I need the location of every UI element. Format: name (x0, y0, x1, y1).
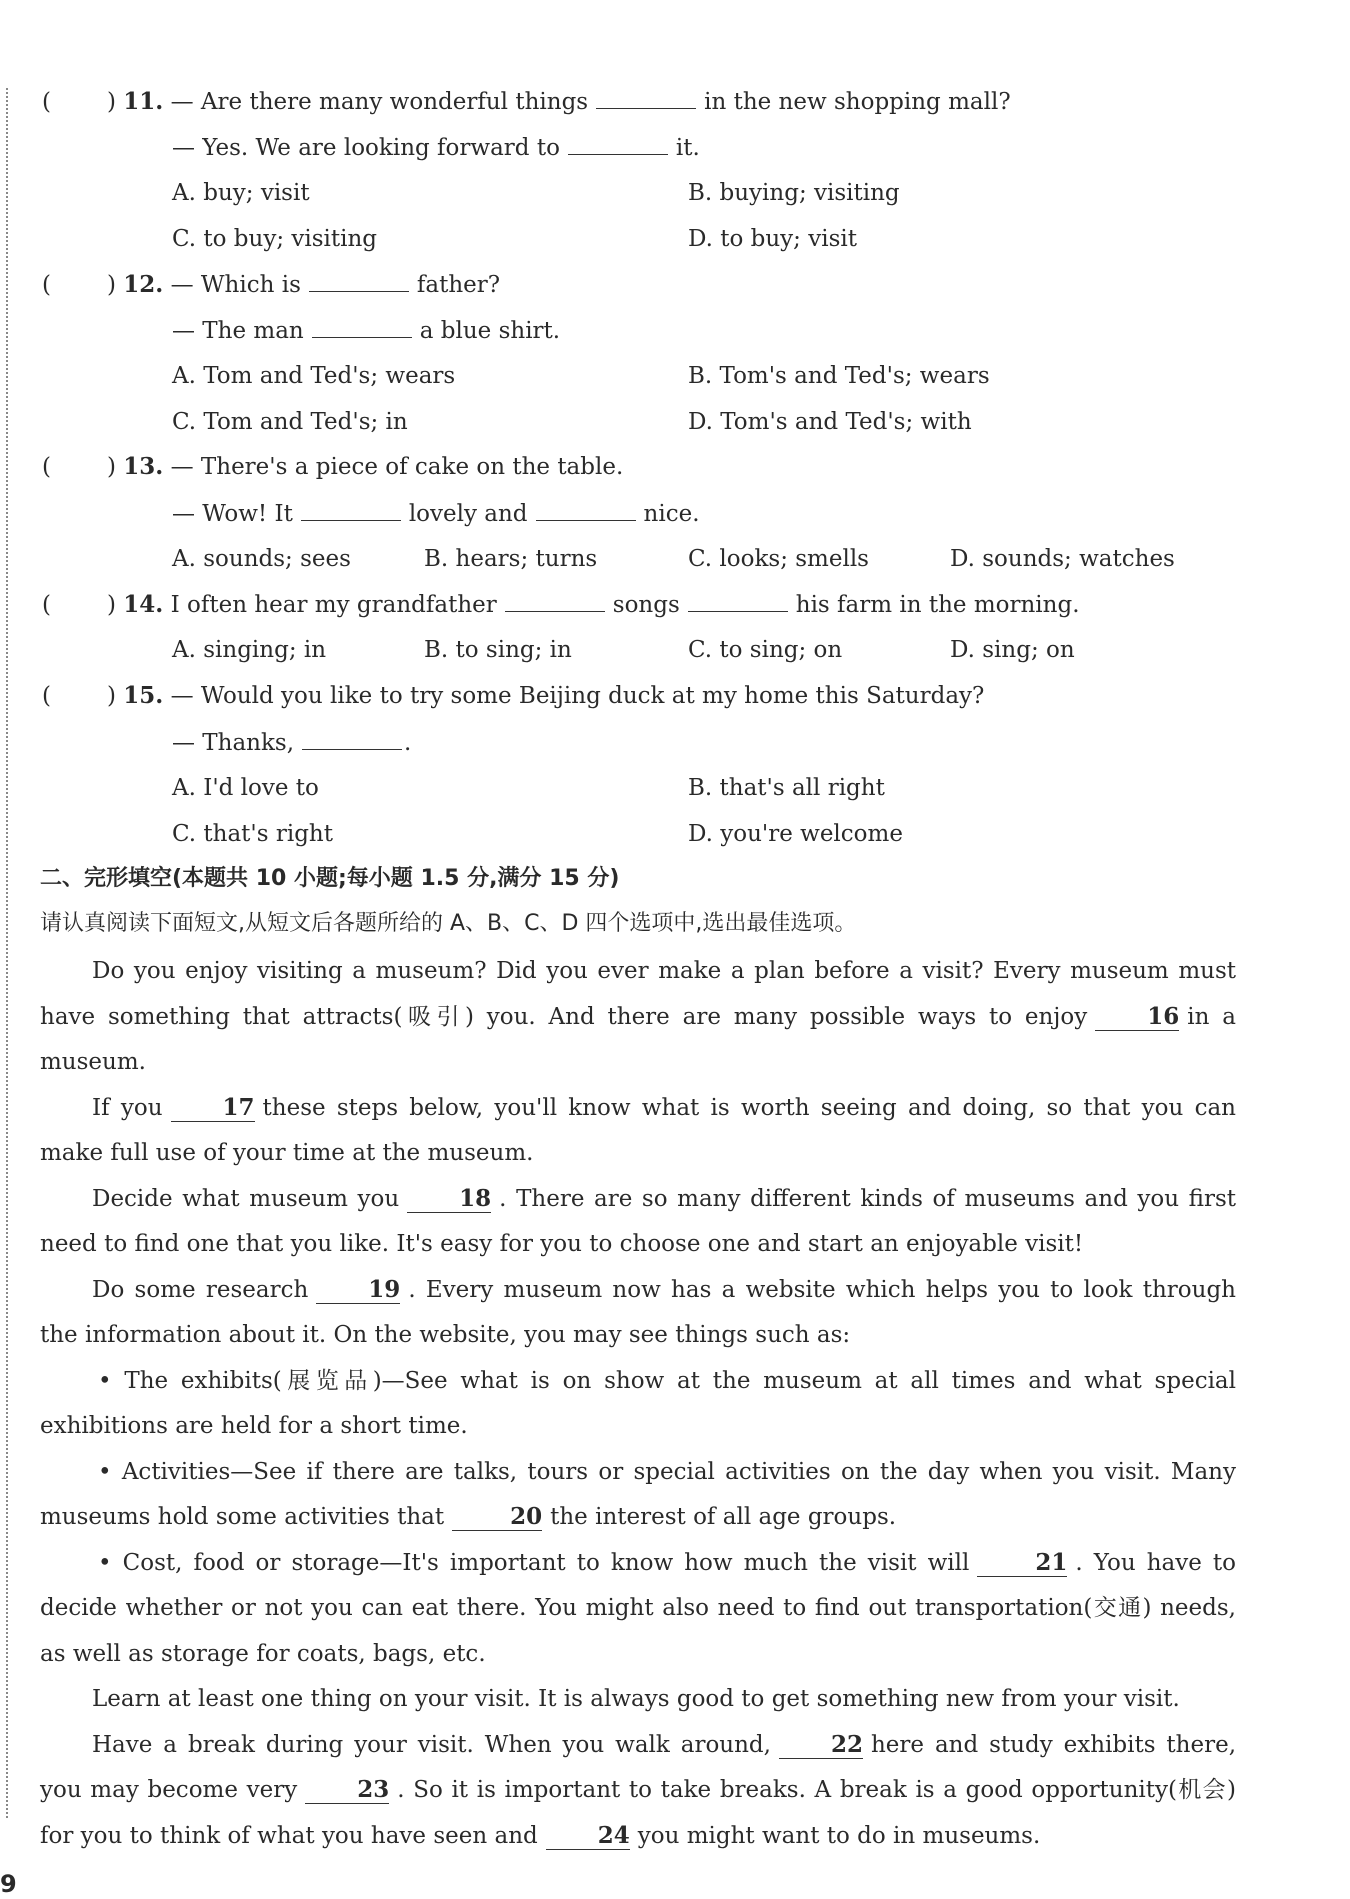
option-c[interactable]: C. to sing; on (688, 637, 843, 663)
question-number: 11. (123, 88, 164, 115)
answer-blank[interactable] (312, 315, 412, 338)
option-c[interactable]: C. Tom and Ted's; in (172, 409, 408, 435)
question-12-line-2: — The man a blue shirt. (172, 315, 560, 346)
option-a[interactable]: A. Tom and Ted's; wears (172, 363, 456, 389)
question-13-line-1: ( ) 13. — There's a piece of cake on the table. (42, 453, 624, 480)
cloze-blank-20[interactable]: 20 (452, 1504, 542, 1531)
option-c[interactable]: C. that's right (172, 821, 333, 847)
question-15-line-1: ( ) 15. — Would you like to try some Beijing duck at my home this Saturday? (42, 682, 985, 709)
answer-blank[interactable] (302, 727, 402, 750)
paragraph-4: Do some research 19 . Every museum now has a website which helps you to look through the information about it. On the website, you may see things such as: (40, 1275, 1236, 1348)
answer-blank[interactable] (568, 132, 668, 155)
question-15-line-2: — Thanks, . (172, 727, 411, 758)
option-b[interactable]: B. hears; turns (424, 546, 598, 572)
question-number: 15. (123, 682, 164, 709)
binding-margin-line (6, 88, 8, 1818)
answer-blank[interactable] (309, 269, 409, 292)
question-13-line-2: — Wow! It lovely and nice. (172, 498, 700, 529)
section-instruction: 请认真阅读下面短文,从短文后各题所给的 A、B、C、D 四个选项中,选出最佳选项。 (40, 911, 857, 936)
question-number: 14. (123, 591, 164, 618)
option-d[interactable]: D. Tom's and Ted's; with (688, 409, 972, 435)
paragraph-break: Have a break during your visit. When you walk around, 22 here and study exhibits there, you may become very 23 . So it is important to take breaks. A break is a good opportunity(机会) for you to think of what you have seen and 24 you might want to do in museums. (40, 1730, 1237, 1849)
section-title: 二、完形填空(本题共 10 小题;每小题 1.5 分,满分 15 分) (40, 866, 620, 891)
option-a[interactable]: A. sounds; sees (172, 546, 351, 572)
paragraph-1: Do you enjoy visiting a museum? Did you ever make a plan before a visit? Every museum must have something that attracts(吸引) you. And there are many possible ways to enjoy 16 in a museum. (40, 958, 1236, 1075)
answer-blank[interactable] (596, 86, 696, 109)
paragraph-3: Decide what museum you 18 . There are so many different kinds of museums and you first need to find one that you like. It's easy for you to choose one and start an enjoyable visit! (40, 1184, 1236, 1257)
option-c[interactable]: C. looks; smells (688, 546, 869, 572)
paragraph-2: If you 17 these steps below, you'll know what is worth seeing and doing, so that you can make full use of your time at the museum. (40, 1093, 1236, 1166)
question-14-line-1: ( ) 14. I often hear my grandfather songs his farm in the morning. (42, 591, 1080, 618)
option-b[interactable]: B. to sing; in (424, 637, 572, 663)
answer-blank[interactable] (301, 498, 401, 521)
option-a[interactable]: A. I'd love to (172, 775, 319, 801)
option-c[interactable]: C. to buy; visiting (172, 226, 378, 252)
option-b[interactable]: B. that's all right (688, 775, 885, 801)
cloze-blank-22[interactable]: 22 (779, 1732, 863, 1759)
question-number: 12. (123, 271, 164, 298)
option-d[interactable]: D. you're welcome (688, 821, 903, 847)
page-number: 9 (0, 1870, 17, 1898)
paragraph-learn: Learn at least one thing on your visit. It is always good to get something new from your visit. (92, 1686, 1180, 1712)
answer-blank[interactable] (688, 589, 788, 612)
question-12-line-1: ( ) 12. — Which is father? (42, 271, 501, 298)
cloze-blank-21[interactable]: 21 (977, 1550, 1067, 1577)
question-11-line-1: ( ) 11. — Are there many wonderful things in the new shopping mall? (42, 88, 1011, 115)
cloze-blank-16[interactable]: 16 (1095, 1004, 1179, 1031)
cloze-blank-24[interactable]: 24 (546, 1823, 630, 1850)
option-d[interactable]: D. sounds; watches (950, 546, 1175, 572)
question-11-line-2: — Yes. We are looking forward to it. (172, 132, 700, 163)
option-b[interactable]: B. Tom's and Ted's; wears (688, 363, 990, 389)
cloze-blank-23[interactable]: 23 (305, 1777, 389, 1804)
option-a[interactable]: A. singing; in (172, 637, 327, 663)
bullet-exhibits: • The exhibits(展览品)—See what is on show at the museum at all times and what special exhibitions are held for a short time. (40, 1367, 1236, 1439)
cloze-blank-17[interactable]: 17 (171, 1095, 255, 1122)
option-a[interactable]: A. buy; visit (172, 180, 310, 206)
answer-blank[interactable] (505, 589, 605, 612)
option-d[interactable]: D. to buy; visit (688, 226, 857, 252)
answer-blank[interactable] (536, 498, 636, 521)
bullet-cost: • Cost, food or storage—It's important to know how much the visit will 21 . You have to decide whether or not you can eat there. You might also need to find out transportation(交通) needs, as well as storage for coats, bags, etc. (40, 1548, 1237, 1667)
cloze-blank-18[interactable]: 18 (407, 1186, 491, 1213)
question-number: 13. (123, 453, 164, 480)
cloze-blank-19[interactable]: 19 (316, 1277, 400, 1304)
bullet-activities: • Activities—See if there are talks, tours or special activities on the day when you visit. Many museums hold some activities that 20 the interest of all age groups. (40, 1458, 1236, 1530)
option-d[interactable]: D. sing; on (950, 637, 1075, 663)
option-b[interactable]: B. buying; visiting (688, 180, 900, 206)
cloze-passage (40, 949, 1236, 1859)
